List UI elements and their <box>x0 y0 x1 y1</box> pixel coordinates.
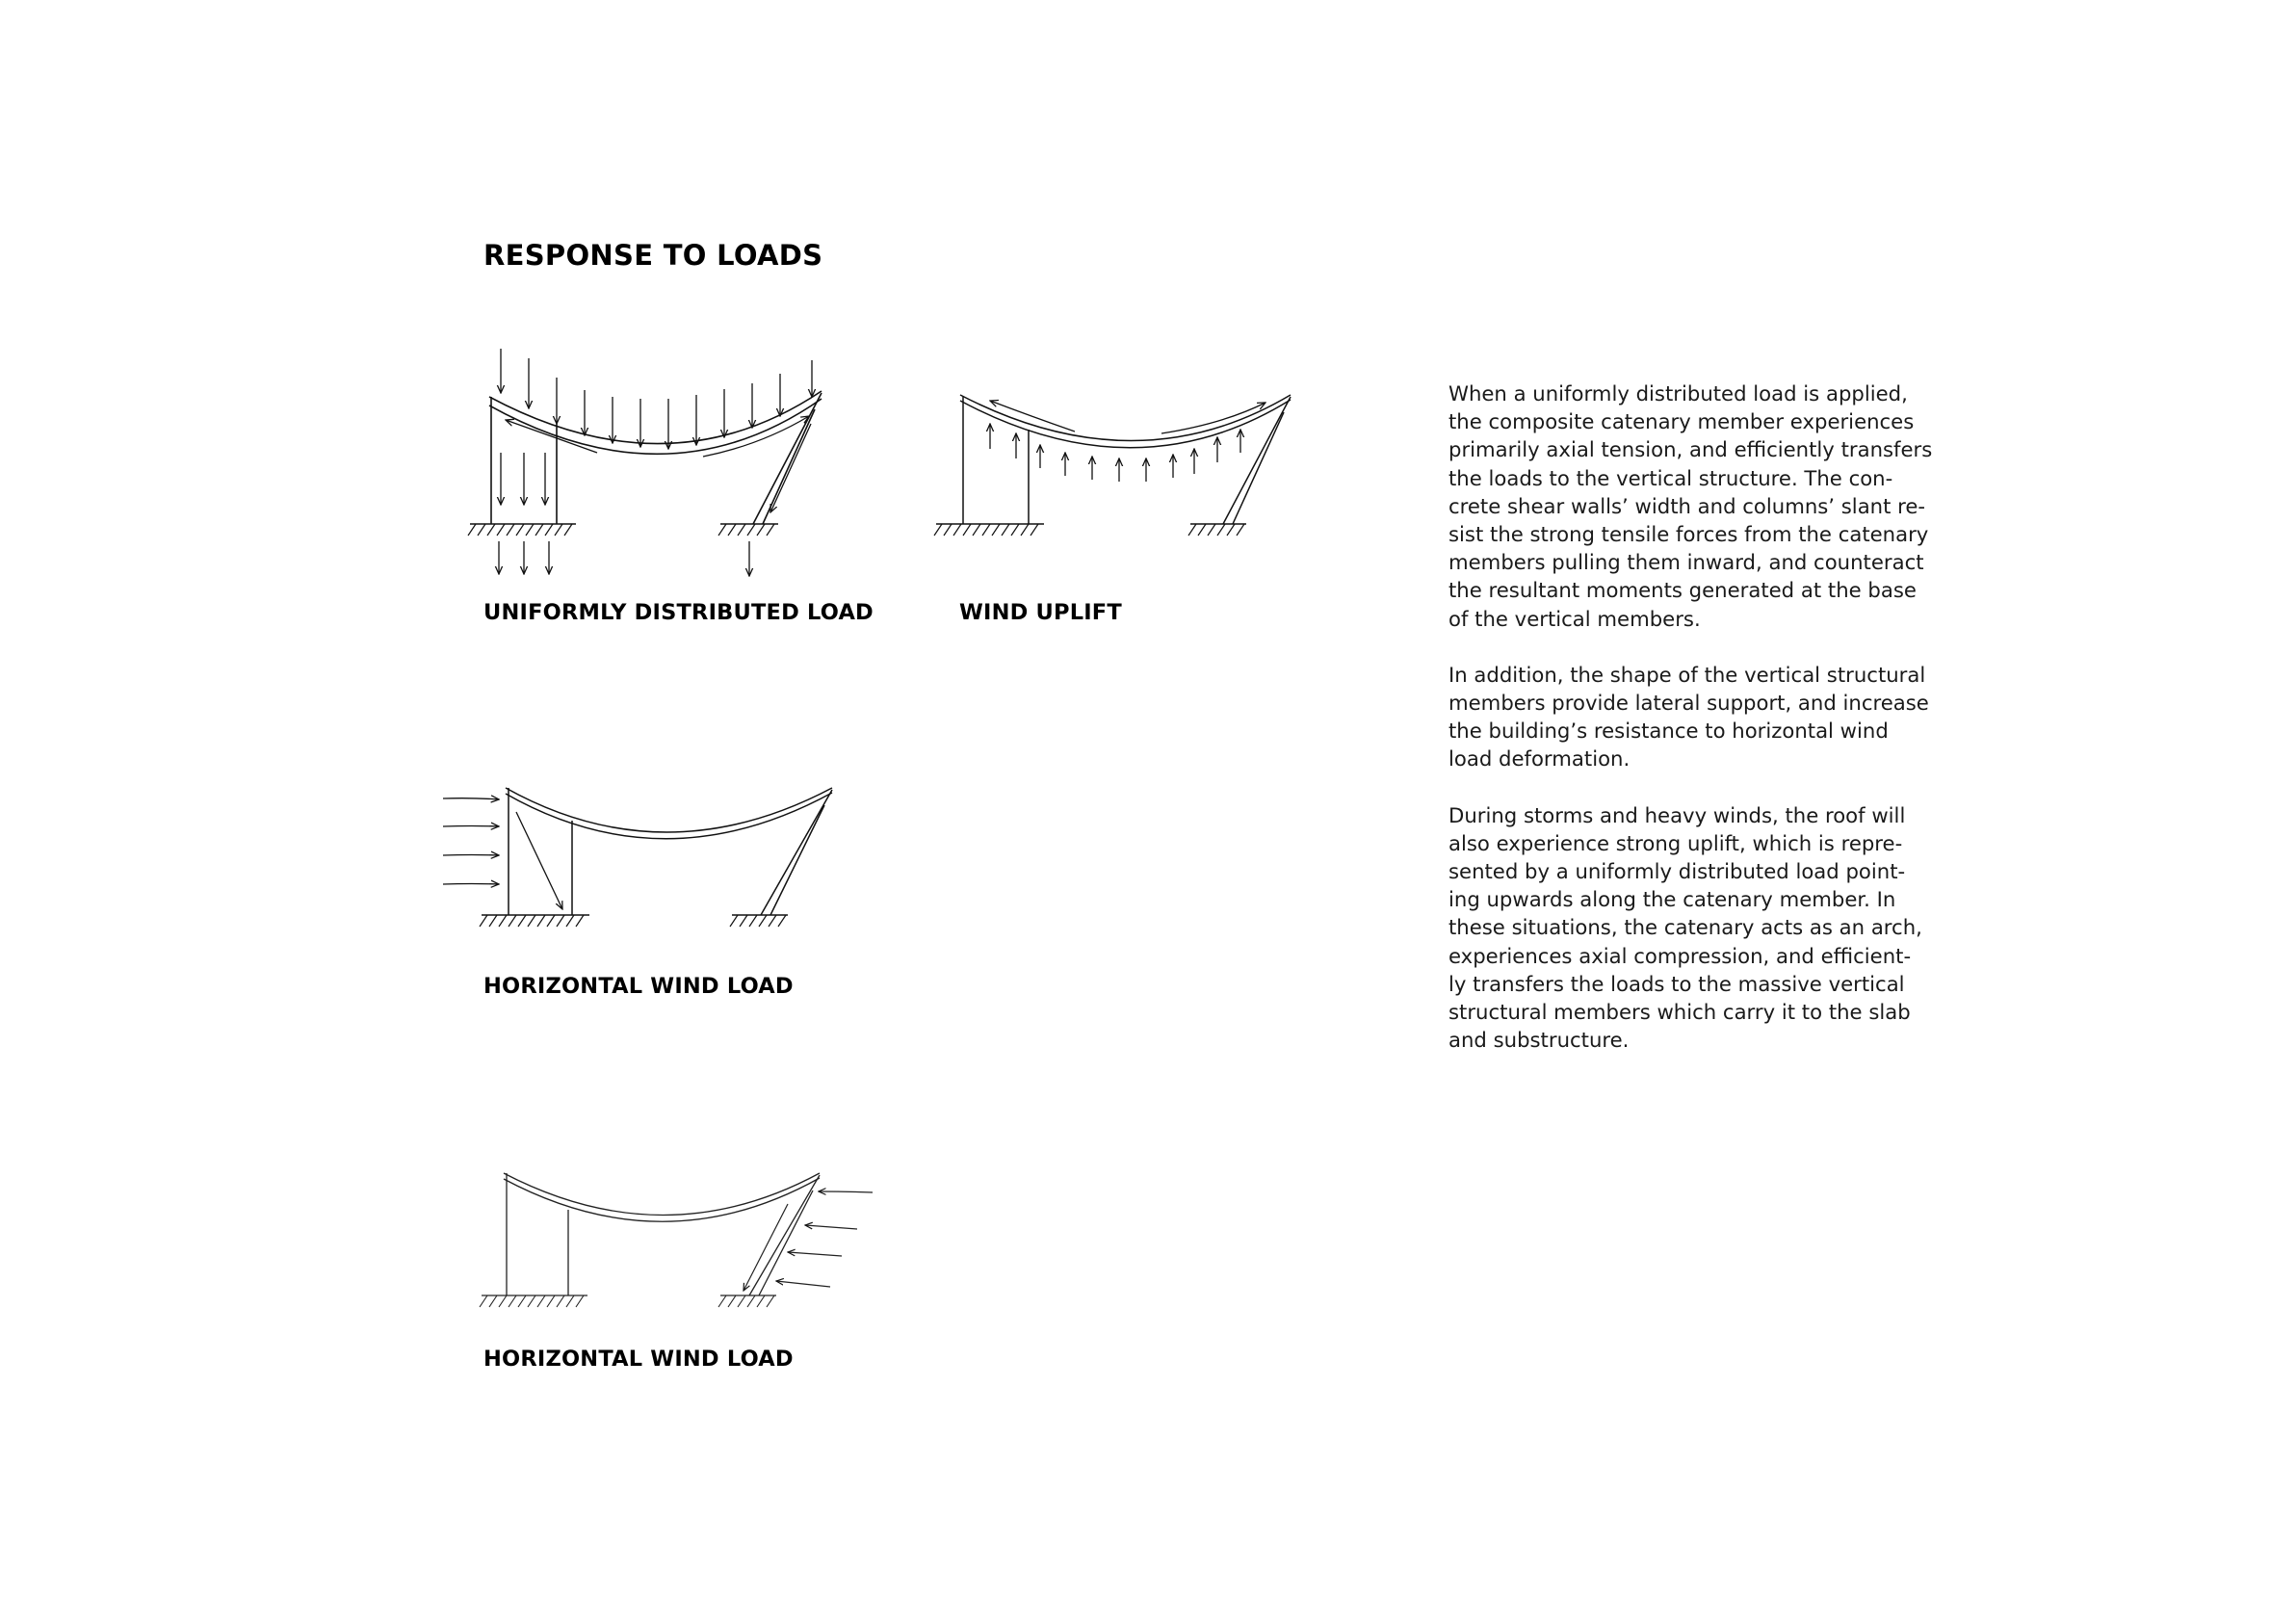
text-line: load deformation. <box>1448 746 1631 772</box>
text-line: the resultant moments generated at the base <box>1448 578 1917 603</box>
text-line: also experience strong uplift, which is repre- <box>1448 830 1903 855</box>
text-line: During storms and heavy winds, the roof will <box>1448 802 1906 827</box>
caption-horizontal-wind-left: HORIZONTAL WIND LOAD <box>483 974 794 999</box>
text-line: of the vertical members. <box>1448 606 1701 631</box>
body-text <box>1448 379 1933 1082</box>
caption-horizontal-wind-right: HORIZONTAL WIND LOAD <box>483 1347 794 1372</box>
text-line: and substructure. <box>1448 1028 1630 1053</box>
text-line: the building’s resistance to horizontal wind <box>1448 719 1889 744</box>
diagram-wind-uplift <box>934 395 1291 536</box>
text-line: members provide lateral support, and increase <box>1448 691 1929 716</box>
paragraph-1 <box>1448 379 1933 633</box>
caption-wind-uplift: WIND UPLIFT <box>959 600 1122 625</box>
diagram-horizontal-wind-left <box>443 788 832 927</box>
text-line: primarily axial tension, and efficiently transfers <box>1448 437 1933 462</box>
text-line: sented by a uniformly distributed load point- <box>1448 859 1906 884</box>
text-line: When a uniformly distributed load is applied, <box>1448 381 1908 406</box>
text-line: sist the strong tensile forces from the catenary <box>1448 522 1929 547</box>
paragraph-2 <box>1448 661 1929 773</box>
diagram-uniform-load <box>468 349 822 576</box>
text-line: experiences axial compression, and efficient- <box>1448 943 1912 968</box>
text-line: these situations, the catenary acts as an arch, <box>1448 915 1922 940</box>
page-title: RESPONSE TO LOADS <box>483 239 823 272</box>
text-line: ing upwards along the catenary member. In <box>1448 887 1896 912</box>
paragraph-3 <box>1448 801 1922 1055</box>
text-line: structural members which carry it to the slab <box>1448 1000 1911 1025</box>
text-line: crete shear walls’ width and columns’ slant re- <box>1448 493 1926 518</box>
caption-uniform-load: UNIFORMLY DISTRIBUTED LOAD <box>483 600 874 625</box>
text-line: the loads to the vertical structure. The con- <box>1448 465 1893 490</box>
text-line: In addition, the shape of the vertical structural <box>1448 662 1926 687</box>
text-line: the composite catenary member experiences <box>1448 409 1915 434</box>
diagram-horizontal-wind-right <box>480 1173 873 1307</box>
text-line: ly transfers the loads to the massive vertical <box>1448 971 1905 996</box>
text-line: members pulling them inward, and counteract <box>1448 550 1924 575</box>
